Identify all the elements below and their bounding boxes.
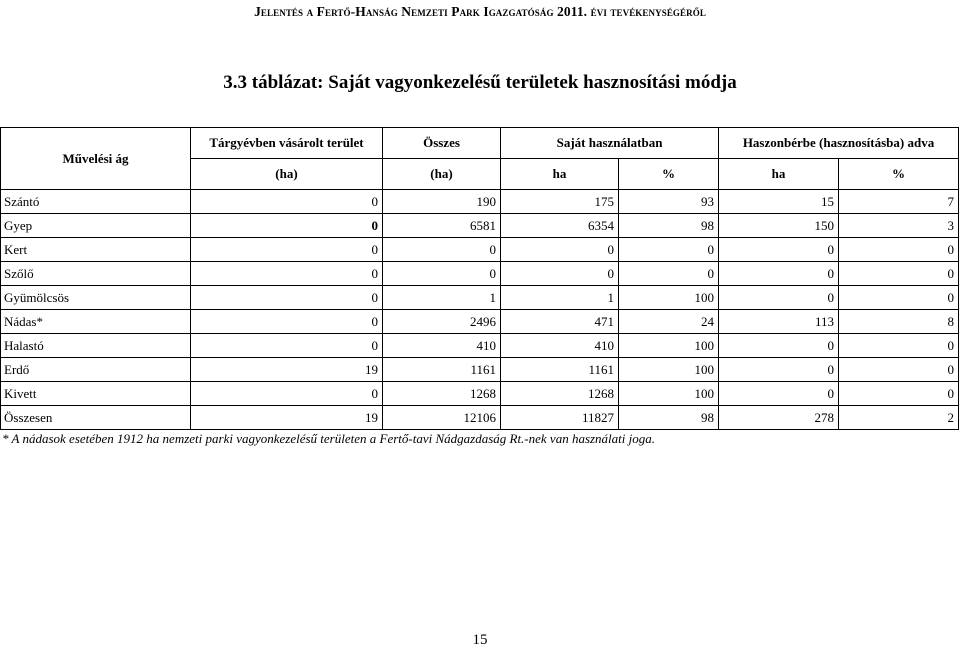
unit-header: (ha) xyxy=(383,159,501,190)
table-cell: 100 xyxy=(619,358,719,382)
table-cell: 0 xyxy=(839,238,959,262)
header-cultivation-branch: Művelési ág xyxy=(1,128,191,190)
table-cell: 100 xyxy=(619,382,719,406)
table-cell: 410 xyxy=(383,334,501,358)
table-cell: 0 xyxy=(719,382,839,406)
table-cell: 0 xyxy=(719,262,839,286)
table-row xyxy=(1,214,959,238)
unit-header: (ha) xyxy=(191,159,383,190)
table-cell: 0 xyxy=(719,286,839,310)
table-cell: 0 xyxy=(839,334,959,358)
table-cell: 0 xyxy=(383,262,501,286)
table-cell: 0 xyxy=(191,382,383,406)
land-use-table xyxy=(0,127,959,430)
table-row xyxy=(1,334,959,358)
table-cell: 3 xyxy=(839,214,959,238)
table-cell: 7 xyxy=(839,190,959,214)
table-cell: 0 xyxy=(191,286,383,310)
header-own-use: Saját használatban xyxy=(501,128,719,159)
table-cell: 0 xyxy=(719,358,839,382)
table-cell: 11827 xyxy=(501,406,619,430)
row-label: Összesen xyxy=(1,406,191,430)
table-row xyxy=(1,382,959,406)
table-cell: 1 xyxy=(383,286,501,310)
row-label: Gyümölcsös xyxy=(1,286,191,310)
header-leased-out: Haszonbérbe (hasznosításba) adva xyxy=(719,128,959,159)
table-cell: 2 xyxy=(839,406,959,430)
footnote: * A nádasok esetében 1912 ha nemzeti parki vagyonkezelésű területen a Fertő-tavi Nádgazdaság Rt.-nek van használati joga. xyxy=(2,431,656,446)
table-cell: 0 xyxy=(191,262,383,286)
table-cell: 93 xyxy=(619,190,719,214)
table-cell: 0 xyxy=(191,238,383,262)
unit-header: % xyxy=(619,159,719,190)
table-row xyxy=(1,190,959,214)
unit-header: ha xyxy=(719,159,839,190)
table-cell: 100 xyxy=(619,334,719,358)
table-cell: 471 xyxy=(501,310,619,334)
table-cell: 98 xyxy=(619,406,719,430)
table-row xyxy=(1,358,959,382)
table-cell: 15 xyxy=(719,190,839,214)
table-cell: 410 xyxy=(501,334,619,358)
table-cell: 0 xyxy=(839,262,959,286)
table-cell: 0 xyxy=(501,238,619,262)
table-cell: 1 xyxy=(501,286,619,310)
row-label: Halastó xyxy=(1,334,191,358)
table-cell: 0 xyxy=(501,262,619,286)
table-cell: 1161 xyxy=(383,358,501,382)
table-cell: 98 xyxy=(619,214,719,238)
table-cell: 19 xyxy=(191,358,383,382)
table-cell: 0 xyxy=(719,334,839,358)
table-cell: 0 xyxy=(191,334,383,358)
table-cell: 0 xyxy=(191,310,383,334)
table-cell: 6581 xyxy=(383,214,501,238)
table-cell: 2496 xyxy=(383,310,501,334)
table-cell: 0 xyxy=(619,238,719,262)
table-cell: 24 xyxy=(619,310,719,334)
page-number: 15 xyxy=(472,632,488,648)
header-purchased-area: Tárgyévben vásárolt terület xyxy=(191,128,383,159)
table-cell: 19 xyxy=(191,406,383,430)
row-label: Kivett xyxy=(1,382,191,406)
running-header: Jelentés a Fertő-Hanság Nemzeti Park Igazgatóság 2011. évi tevékenységéről xyxy=(254,4,706,19)
table-cell: 1161 xyxy=(501,358,619,382)
table-cell: 0 xyxy=(839,286,959,310)
unit-header: % xyxy=(839,159,959,190)
table-cell: 0 xyxy=(619,262,719,286)
table-cell: 0 xyxy=(383,238,501,262)
unit-header: ha xyxy=(501,159,619,190)
table-cell: 0 xyxy=(839,382,959,406)
table-cell: 175 xyxy=(501,190,619,214)
table-cell: 150 xyxy=(719,214,839,238)
table-row xyxy=(1,262,959,286)
table-cell: 1268 xyxy=(383,382,501,406)
table-cell: 100 xyxy=(619,286,719,310)
table-cell: 113 xyxy=(719,310,839,334)
table-title: 3.3 táblázat: Saját vagyonkezelésű területek hasznosítási módja xyxy=(223,72,737,93)
row-label: Nádas* xyxy=(1,310,191,334)
table-cell: 0 xyxy=(839,358,959,382)
row-label: Erdő xyxy=(1,358,191,382)
table-cell: 0 xyxy=(719,238,839,262)
table-row-total xyxy=(1,406,959,430)
row-label: Gyep xyxy=(1,214,191,238)
table-row xyxy=(1,238,959,262)
table-row xyxy=(1,310,959,334)
table-cell: 0 xyxy=(191,190,383,214)
table-cell: 8 xyxy=(839,310,959,334)
row-label: Kert xyxy=(1,238,191,262)
row-label: Szőlő xyxy=(1,262,191,286)
table-cell: 12106 xyxy=(383,406,501,430)
table-cell: 1268 xyxy=(501,382,619,406)
table-row xyxy=(1,286,959,310)
table-cell: 190 xyxy=(383,190,501,214)
row-label: Szántó xyxy=(1,190,191,214)
header-total: Összes xyxy=(383,128,501,159)
table-cell: 278 xyxy=(719,406,839,430)
table-cell: 6354 xyxy=(501,214,619,238)
table-cell: 0 xyxy=(191,214,383,238)
